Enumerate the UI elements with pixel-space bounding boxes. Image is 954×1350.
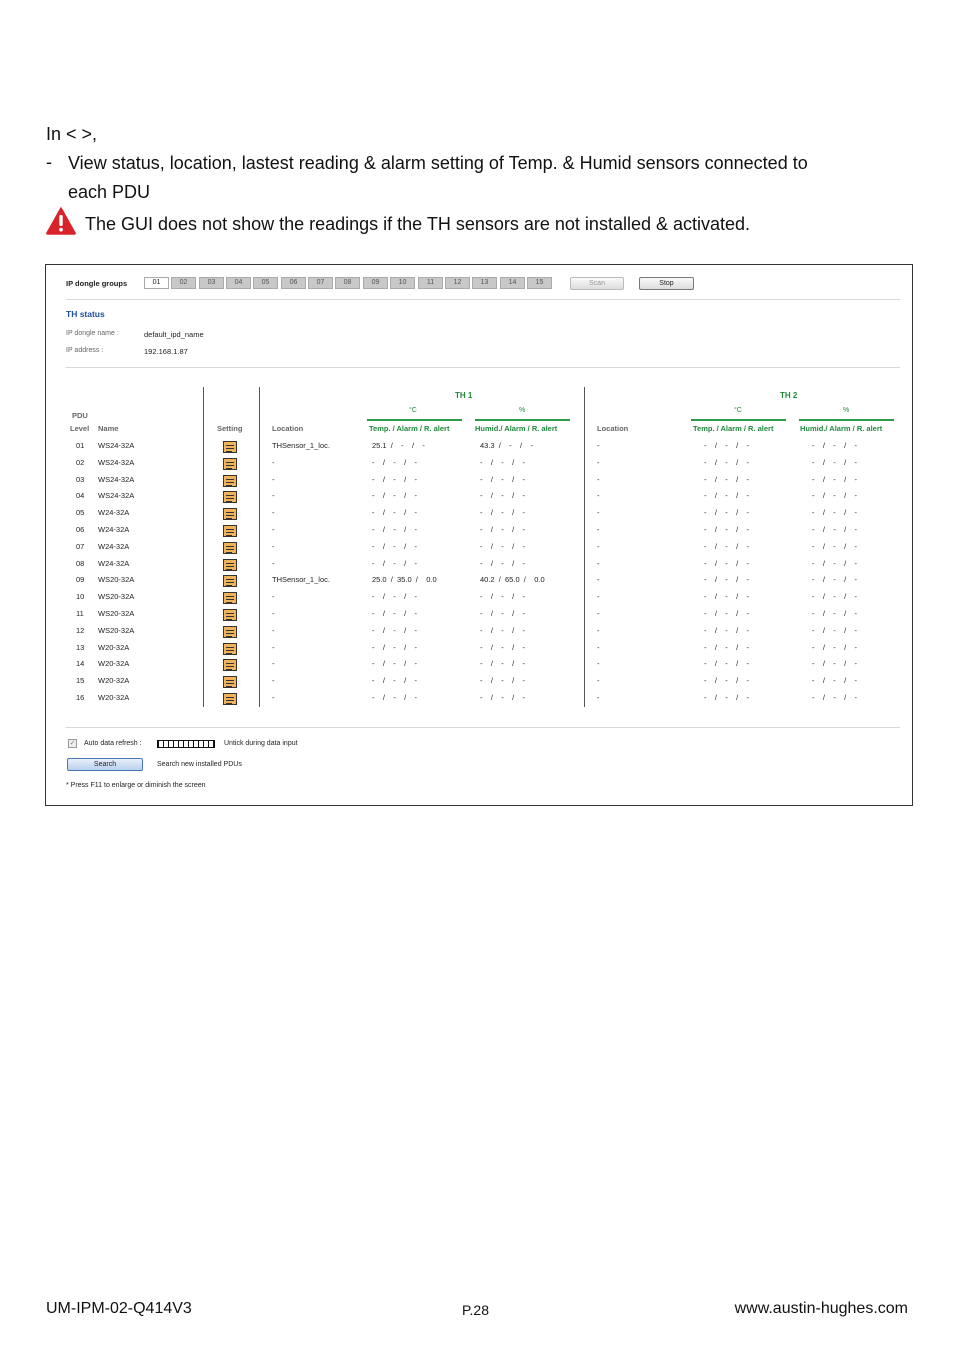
row-location-th2: - — [597, 693, 600, 702]
row-humid-th2: - / - / - — [812, 491, 857, 501]
row-location-th2: - — [597, 676, 600, 686]
group-button-10[interactable]: 10 — [390, 277, 415, 289]
table-row — [46, 575, 912, 592]
setting-icon[interactable] — [223, 508, 237, 520]
row-humid-th1: - / - / - — [480, 474, 525, 484]
dongle-name-label: IP dongle name : — [66, 330, 119, 337]
warning-triangle-icon — [46, 207, 76, 235]
row-temp-th1: - / - / - — [372, 659, 417, 669]
row-name: W20-32A — [98, 693, 130, 702]
dongle-name-value: default_ipd_name — [144, 330, 204, 339]
row-humid-th1: 40.2 / 65.0 / 0.0 — [480, 575, 545, 585]
row-level: 09 — [76, 575, 85, 585]
row-humid-th2: - / - / - — [812, 609, 857, 618]
row-temp-th1: 25.0 / 35.0 / 0.0 — [372, 575, 437, 585]
setting-icon[interactable] — [223, 559, 237, 571]
refresh-progress-bar — [157, 740, 215, 748]
row-level: 03 — [76, 474, 85, 484]
row-temp-th1: - / - / - — [372, 592, 417, 602]
auto-refresh-label: Auto data refresh : — [84, 740, 142, 747]
group-button-13[interactable]: 13 — [472, 277, 497, 289]
scan-button[interactable]: Scan — [570, 277, 624, 290]
table-row — [46, 491, 912, 508]
row-name: W24-32A — [98, 525, 130, 534]
th1-humid-underline — [475, 419, 570, 421]
row-humid-th1: - / - / - — [480, 558, 525, 568]
row-temp-th2: - / - / - — [704, 508, 749, 518]
row-humid-th1: - / - / - — [480, 508, 525, 518]
row-level: 07 — [76, 541, 85, 551]
row-name: W24-32A — [98, 508, 130, 518]
col-level: Level — [70, 424, 90, 433]
row-humid-th2: - / - / - — [812, 558, 857, 568]
row-location-th2: - — [597, 457, 600, 467]
group-button-05[interactable]: 05 — [253, 277, 278, 289]
group-button-09[interactable]: 09 — [363, 277, 388, 289]
bullet-text-line2: each PDU — [68, 182, 151, 202]
row-humid-th2: - / - / - — [812, 457, 857, 467]
row-name: W20-32A — [98, 676, 130, 686]
row-location-th1: - — [272, 525, 275, 534]
th1-temp-underline — [367, 419, 462, 421]
col-setting: Setting — [217, 424, 243, 433]
row-humid-th2: - / - / - — [812, 642, 857, 652]
row-level: 11 — [76, 609, 84, 618]
table-row — [46, 609, 912, 626]
row-name: W20-32A — [98, 659, 130, 669]
row-name: W20-32A — [98, 642, 130, 652]
row-location-th2: - — [597, 558, 600, 568]
row-temp-th2: - / - / - — [704, 609, 749, 618]
intro-line: In < >, — [46, 124, 98, 144]
row-location-th1: - — [272, 541, 275, 551]
row-humid-th1: - / - / - — [480, 693, 525, 702]
col-temp-th1: Temp. / Alarm / R. alert — [369, 424, 450, 433]
row-level: 12 — [76, 625, 85, 635]
row-humid-th1: - / - / - — [480, 541, 525, 551]
setting-icon[interactable] — [223, 643, 237, 655]
row-temp-th2: - / - / - — [704, 642, 749, 652]
row-location-th1: - — [272, 625, 275, 635]
row-humid-th2: - / - / - — [812, 575, 857, 585]
row-location-th1: - — [272, 659, 275, 669]
setting-icon[interactable] — [223, 491, 237, 503]
row-temp-th2: - / - / - — [704, 625, 749, 635]
row-humid-th2: - / - / - — [812, 474, 857, 484]
row-temp-th1: - / - / - — [372, 457, 417, 467]
row-temp-th1: - / - / - — [372, 642, 417, 652]
row-level: 14 — [76, 659, 85, 669]
row-temp-th1: - / - / - — [372, 491, 417, 501]
row-location-th2: - — [597, 474, 600, 484]
row-location-th1: - — [272, 592, 275, 602]
col-humid-th2: Humid./ Alarm / R. alert — [800, 424, 883, 433]
row-temp-th1: - / - / - — [372, 541, 417, 551]
row-humid-th2: - / - / - — [812, 541, 857, 551]
group-button-06[interactable]: 06 — [281, 277, 306, 289]
row-name: WS20-32A — [98, 625, 135, 635]
table-row — [46, 441, 912, 458]
row-location-th1: - — [272, 693, 275, 702]
row-temp-th1: - / - / - — [372, 693, 417, 702]
f11-note: * Press F11 to enlarge or diminish the screen — [66, 782, 206, 789]
row-humid-th2: - / - / - — [812, 693, 857, 702]
row-location-th2: - — [597, 525, 600, 534]
group-button-03[interactable]: 03 — [199, 277, 224, 289]
row-location-th1: - — [272, 508, 275, 518]
row-location-th2: - — [597, 609, 600, 618]
footer-doc-id: UM-IPM-02-Q414V3 — [46, 1300, 192, 1317]
row-level: 05 — [76, 508, 85, 518]
row-location-th2: - — [597, 541, 600, 551]
setting-icon[interactable] — [223, 659, 237, 671]
row-humid-th1: - / - / - — [480, 659, 525, 669]
row-name: WS24-32A — [98, 441, 135, 450]
setting-icon[interactable] — [223, 693, 237, 705]
row-location-th2: - — [597, 491, 600, 501]
row-location-th2: - — [597, 625, 600, 635]
row-humid-th2: - / - / - — [812, 659, 857, 669]
group-button-15[interactable]: 15 — [527, 277, 552, 289]
row-humid-th1: - / - / - — [480, 609, 525, 618]
row-humid-th1: - / - / - — [480, 642, 525, 652]
col-temp-th2: Temp. / Alarm / R. alert — [693, 424, 774, 433]
setting-icon[interactable] — [223, 542, 237, 554]
row-temp-th1: - / - / - — [372, 609, 417, 618]
row-temp-th2: - / - / - — [704, 575, 749, 585]
row-temp-th2: - / - / - — [704, 441, 749, 450]
row-location-th2: - — [597, 575, 600, 585]
row-name: WS20-32A — [98, 609, 135, 618]
th2-title: TH 2 — [780, 391, 798, 400]
col-name: Name — [98, 424, 119, 433]
section-title: TH status — [66, 309, 105, 319]
warning-text: The GUI does not show the readings if the TH sensors are not installed & activated. — [85, 214, 751, 234]
row-temp-th1: - / - / - — [372, 508, 417, 518]
th2-humid-underline — [799, 419, 894, 421]
row-humid-th2: - / - / - — [812, 676, 857, 686]
divider — [66, 367, 900, 368]
col-humid-th1: Humid./ Alarm / R. alert — [475, 424, 558, 433]
group-button-02[interactable]: 02 — [171, 277, 196, 289]
bullet-dash: - — [46, 152, 52, 172]
row-humid-th1: - / - / - — [480, 525, 525, 534]
divider — [66, 299, 900, 300]
setting-icon[interactable] — [223, 592, 237, 604]
table-row — [46, 626, 912, 643]
th2-temp-underline — [691, 419, 786, 421]
table-row — [46, 475, 912, 492]
row-temp-th1: - / - / - — [372, 525, 417, 534]
row-location-th1: THSensor_1_loc. — [272, 441, 330, 450]
row-temp-th2: - / - / - — [704, 491, 749, 501]
row-humid-th2: - / - / - — [812, 625, 857, 635]
row-temp-th1: - / - / - — [372, 625, 417, 635]
th1-unit-temp: °C — [409, 407, 417, 414]
table-row — [46, 525, 912, 542]
row-humid-th2: - / - / - — [812, 592, 857, 602]
row-name: W24-32A — [98, 558, 130, 568]
table-row — [46, 676, 912, 693]
table-row — [46, 542, 912, 559]
group-button-07[interactable]: 07 — [308, 277, 333, 289]
row-name: WS20-32A — [98, 575, 135, 585]
row-location-th1: - — [272, 642, 275, 652]
search-button[interactable]: Search — [67, 758, 143, 771]
row-level: 04 — [76, 491, 85, 501]
row-location-th2: - — [597, 592, 600, 602]
th1-title: TH 1 — [455, 391, 473, 400]
row-humid-th1: - / - / - — [480, 625, 525, 635]
row-temp-th1: - / - / - — [372, 558, 417, 568]
table-row — [46, 643, 912, 660]
row-temp-th2: - / - / - — [704, 474, 749, 484]
row-humid-th1: - / - / - — [480, 676, 525, 686]
row-location-th1: - — [272, 457, 275, 467]
setting-icon[interactable] — [223, 575, 237, 587]
row-name: WS20-32A — [98, 592, 135, 602]
th-status-screen — [45, 264, 913, 806]
table-row — [46, 508, 912, 525]
row-name: WS24-32A — [98, 457, 135, 467]
th2-unit-temp: °C — [734, 407, 742, 414]
group-button-01[interactable]: 01 — [144, 277, 169, 289]
row-temp-th2: - / - / - — [704, 525, 749, 534]
stop-button[interactable]: Stop — [639, 277, 694, 290]
row-level: 01 — [76, 441, 85, 450]
row-location-th1: THSensor_1_loc. — [272, 575, 330, 585]
row-location-th1: - — [272, 491, 275, 501]
row-humid-th1: 43.3 / - / - — [480, 441, 533, 450]
row-humid-th2: - / - / - — [812, 441, 857, 450]
row-humid-th2: - / - / - — [812, 525, 857, 534]
row-location-th1: - — [272, 609, 275, 618]
ip-address-value: 192.168.1.87 — [144, 347, 188, 356]
footer-page-number: P.28 — [462, 1302, 489, 1318]
setting-icon[interactable] — [223, 609, 237, 621]
table-row — [46, 592, 912, 609]
row-level: 15 — [76, 676, 85, 686]
group-button-12[interactable]: 12 — [445, 277, 470, 289]
setting-icon[interactable] — [223, 458, 237, 470]
row-level: 13 — [76, 642, 85, 652]
row-temp-th2: - / - / - — [704, 659, 749, 669]
row-location-th2: - — [597, 508, 600, 518]
footer-website: www.austin-hughes.com — [734, 1300, 908, 1317]
row-temp-th2: - / - / - — [704, 457, 749, 467]
table-row — [46, 659, 912, 676]
setting-icon[interactable] — [223, 475, 237, 487]
row-location-th1: - — [272, 474, 275, 484]
row-temp-th2: - / - / - — [704, 676, 749, 686]
bullet-text-line1: View status, location, lastest reading & alarm setting of Temp. & Humid sensors connected to — [68, 153, 808, 173]
setting-icon[interactable] — [223, 676, 237, 688]
col-location-th1: Location — [272, 424, 304, 433]
row-level: 06 — [76, 525, 85, 534]
row-temp-th1: - / - / - — [372, 676, 417, 686]
row-location-th2: - — [597, 642, 600, 652]
ip-address-label: IP address : — [66, 347, 104, 354]
row-temp-th2: - / - / - — [704, 541, 749, 551]
groups-label: IP dongle groups — [66, 279, 128, 288]
row-location-th2: - — [597, 441, 600, 450]
th1-unit-humid: % — [519, 407, 526, 414]
row-name: W24-32A — [98, 541, 130, 551]
row-location-th2: - — [597, 659, 600, 669]
col-location-th2: Location — [597, 424, 629, 433]
row-temp-th2: - / - / - — [704, 693, 749, 702]
row-temp-th1: - / - / - — [372, 474, 417, 484]
row-location-th1: - — [272, 676, 275, 686]
row-humid-th1: - / - / - — [480, 592, 525, 602]
setting-icon[interactable] — [223, 441, 237, 453]
row-humid-th2: - / - / - — [812, 508, 857, 518]
table-row — [46, 559, 912, 576]
row-temp-th2: - / - / - — [704, 592, 749, 602]
setting-icon[interactable] — [223, 626, 237, 638]
group-button-11[interactable]: 11 — [418, 277, 443, 289]
group-button-08[interactable]: 08 — [335, 277, 360, 289]
row-temp-th1: 25.1 / - / - — [372, 441, 425, 450]
table-row — [46, 693, 912, 710]
row-temp-th2: - / - / - — [704, 558, 749, 568]
group-button-14[interactable]: 14 — [500, 277, 525, 289]
search-note: Search new installed PDUs — [157, 761, 242, 768]
row-level: 16 — [76, 693, 85, 702]
row-location-th1: - — [272, 558, 275, 568]
row-humid-th1: - / - / - — [480, 491, 525, 501]
row-level: 08 — [76, 558, 85, 568]
setting-icon[interactable] — [223, 525, 237, 537]
divider — [66, 727, 900, 728]
group-button-04[interactable]: 04 — [226, 277, 251, 289]
row-name: WS24-32A — [98, 474, 135, 484]
table-row — [46, 458, 912, 475]
th2-unit-humid: % — [843, 407, 850, 414]
row-humid-th1: - / - / - — [480, 457, 525, 467]
untick-note: Untick during data input — [224, 740, 298, 747]
row-name: WS24-32A — [98, 491, 135, 501]
row-level: 10 — [76, 592, 85, 602]
row-level: 02 — [76, 457, 85, 467]
auto-refresh-checkbox[interactable]: ✓ — [69, 740, 76, 747]
col-pdu: PDU — [72, 411, 88, 420]
